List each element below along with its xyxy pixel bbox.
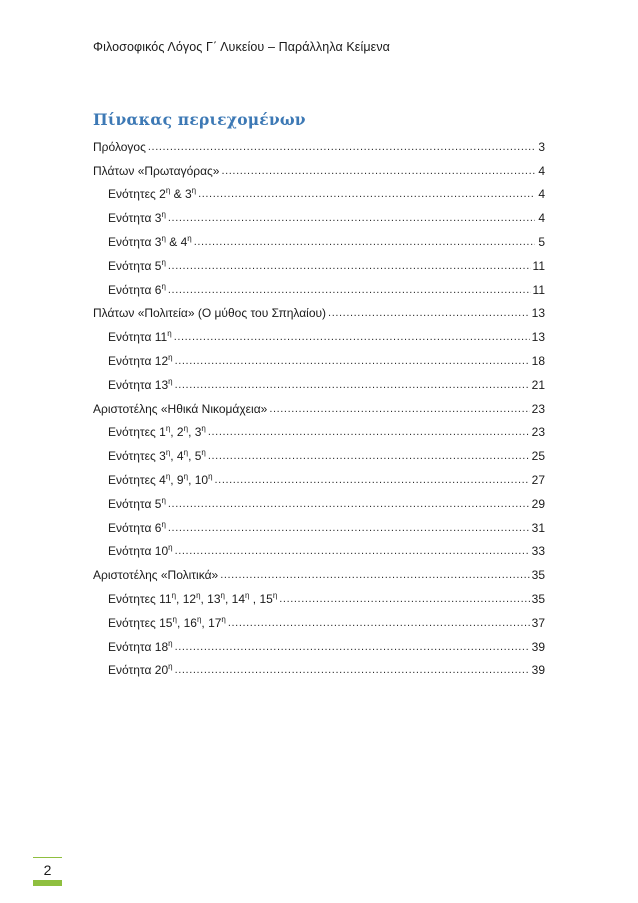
- running-header: Φιλοσοφικός Λόγος Γ΄ Λυκείου – Παράλληλα Κείμενα: [93, 40, 391, 54]
- toc-entry-label: Πλάτων «Πολιτεία» (Ο μύθος του Σπηλαίου): [93, 306, 327, 321]
- toc-entry[interactable]: [93, 535, 545, 559]
- toc-entry-label: Αριστοτέλης «Πολιτικά»: [93, 568, 219, 583]
- toc-entry-label: Πλάτων «Πρωταγόρας»: [93, 163, 220, 178]
- toc-entry-page: 13: [531, 330, 545, 345]
- footer-divider: [33, 857, 62, 858]
- dot-leader: [175, 640, 530, 654]
- toc-entry-label: Πρόλογος: [93, 139, 146, 154]
- toc-entry-page: 4: [538, 187, 545, 202]
- dot-leader: [168, 259, 531, 273]
- toc-entry-label: Ενότητες $11^\eta$, $12^\eta$, $13^\eta$, $14^\eta$ , $15^\eta$: [108, 590, 278, 606]
- toc-entry[interactable]: [93, 130, 545, 154]
- toc-entry-page: 3: [538, 139, 545, 154]
- toc-title: Πίνακας περιεχομένων: [93, 110, 306, 129]
- toc-entry-page: 21: [531, 377, 545, 392]
- toc-entry[interactable]: [93, 225, 545, 249]
- toc-entry-page: 4: [538, 163, 545, 178]
- toc-entry-label: Ενότητα $5^\eta$: [108, 495, 166, 511]
- toc-entry-label: Ενότητες $3^\eta$, $4^\eta$, $5^\eta$: [108, 448, 206, 464]
- toc-entry-label: Ενότητα $5^\eta$: [108, 257, 166, 273]
- dot-leader: [228, 616, 530, 630]
- toc-entry[interactable]: [93, 416, 545, 440]
- toc-entry-label: Ενότητες $2^\eta$ & $3^\eta$: [108, 186, 197, 202]
- toc-entry-label: Ενότητα $11^\eta$: [108, 329, 172, 345]
- toc-entry-label: Ενότητα $6^\eta$: [108, 519, 166, 535]
- dot-leader: [208, 425, 530, 439]
- dot-leader: [208, 449, 530, 463]
- toc-entry[interactable]: [93, 606, 545, 630]
- dot-leader: [198, 187, 535, 201]
- footer-accent-bar: [33, 880, 62, 886]
- toc-entry-page: 4: [538, 211, 545, 226]
- toc-entry-page: 13: [531, 306, 545, 321]
- toc-entry[interactable]: [93, 178, 545, 202]
- toc-entry-label: Ενότητες $15^\eta$, $16^\eta$, $17^\eta$: [108, 614, 226, 630]
- dot-leader: [328, 306, 530, 320]
- toc-entry-label: Ενότητες $4^\eta$, $9^\eta$, $10^\eta$: [108, 471, 213, 487]
- dot-leader: [168, 283, 531, 297]
- table-of-contents: [93, 130, 545, 677]
- toc-entry[interactable]: [93, 344, 545, 368]
- toc-entry-page: 29: [531, 496, 545, 511]
- dot-leader: [269, 402, 529, 416]
- toc-entry-page: 37: [531, 615, 545, 630]
- toc-entry[interactable]: [93, 249, 545, 273]
- dot-leader: [175, 354, 530, 368]
- dot-leader: [148, 140, 535, 154]
- toc-entry-label: Ενότητα $12^\eta$: [108, 352, 173, 368]
- dot-leader: [175, 544, 530, 558]
- toc-entry-page: 31: [531, 520, 545, 535]
- toc-entry-page: 23: [531, 425, 545, 440]
- dot-leader: [168, 497, 530, 511]
- toc-entry-label: Ενότητα $6^\eta$: [108, 281, 166, 297]
- toc-entry[interactable]: [93, 297, 545, 321]
- toc-entry-label: Ενότητα $3^\eta$ & $4^\eta$: [108, 233, 192, 249]
- toc-entry[interactable]: [93, 630, 545, 654]
- toc-entry[interactable]: [93, 654, 545, 678]
- toc-entry-label: Αριστοτέλης «Ηθικά Νικομάχεια»: [93, 401, 268, 416]
- toc-entry-page: 11: [532, 258, 545, 273]
- toc-entry-label: Ενότητα $20^\eta$: [108, 662, 173, 678]
- toc-entry-label: Ενότητες $1^\eta$, $2^\eta$, $3^\eta$: [108, 424, 206, 440]
- toc-entry-page: 35: [531, 591, 545, 606]
- dot-leader: [215, 473, 530, 487]
- toc-entry[interactable]: [93, 320, 545, 344]
- toc-entry-page: 35: [531, 568, 545, 583]
- toc-entry[interactable]: [93, 463, 545, 487]
- dot-leader: [175, 663, 530, 677]
- toc-entry[interactable]: [93, 511, 545, 535]
- toc-entry-page: 25: [531, 449, 545, 464]
- toc-entry-page: 11: [532, 282, 545, 297]
- toc-entry-label: Ενότητα $13^\eta$: [108, 376, 173, 392]
- dot-leader: [221, 164, 535, 178]
- toc-entry-page: 5: [538, 234, 545, 249]
- toc-entry[interactable]: [93, 582, 545, 606]
- toc-entry[interactable]: [93, 558, 545, 582]
- page-number: 2: [43, 862, 52, 878]
- toc-entry[interactable]: [93, 154, 545, 178]
- dot-leader: [194, 235, 535, 249]
- toc-entry-page: 39: [531, 663, 545, 678]
- dot-leader: [174, 330, 530, 344]
- dot-leader: [175, 378, 530, 392]
- toc-entry-page: 27: [531, 472, 545, 487]
- toc-entry[interactable]: [93, 487, 545, 511]
- toc-entry-page: 23: [531, 401, 545, 416]
- toc-entry-label: Ενότητα $18^\eta$: [108, 638, 173, 654]
- toc-entry-page: 18: [531, 353, 545, 368]
- dot-leader: [220, 568, 529, 582]
- toc-entry-page: 33: [531, 544, 545, 559]
- dot-leader: [168, 211, 535, 225]
- toc-entry[interactable]: [93, 273, 545, 297]
- dot-leader: [168, 521, 530, 535]
- toc-entry[interactable]: [93, 368, 545, 392]
- toc-entry[interactable]: [93, 439, 545, 463]
- toc-entry-label: Ενότητα $3^\eta$: [108, 210, 166, 226]
- toc-entry-label: Ενότητα $10^\eta$: [108, 543, 173, 559]
- dot-leader: [279, 592, 529, 606]
- toc-entry[interactable]: [93, 392, 545, 416]
- toc-entry[interactable]: [93, 201, 545, 225]
- toc-entry-page: 39: [531, 639, 545, 654]
